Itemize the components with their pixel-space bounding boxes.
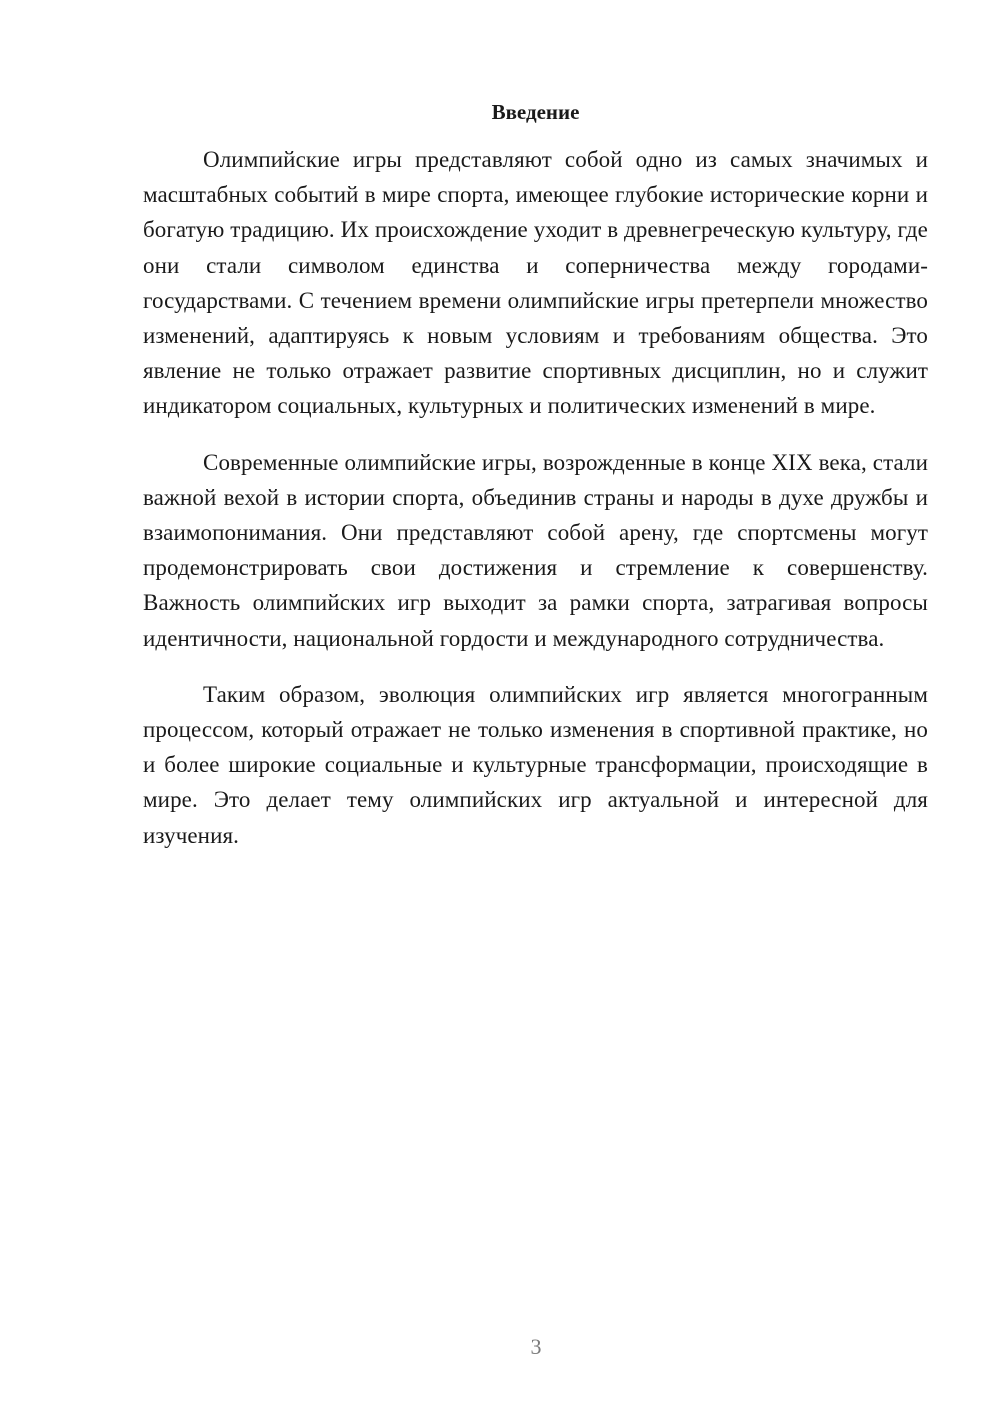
page-number: 3 (530, 1334, 542, 1359)
body-text (143, 142, 928, 874)
paragraph-2: Современные олимпийские игры, возрожденные в конце XIX века, стали важной вехой в истории спорта, объединив страны и народы в духе дружбы и взаимопонимания. Они представляют собой арену, где спортсмены могут продемонстрировать свои достижения и стремление к совершенству. Важность олимпийских игр выходит за рамки спорта, затрагивая вопросы идентичности, национальной гордости и международного сотрудничества. (143, 449, 928, 651)
section-heading: Введение (491, 100, 580, 124)
paragraph-3: Таким образом, эволюция олимпийских игр является многогранным процессом, который отражает не только изменения в спортивной практике, но и более широкие социальные и культурные трансформации, происходящие в мире. Это делает тему олимпийских игр актуальной и интересной для изучения. (143, 681, 928, 848)
paragraph-1: Олимпийские игры представляют собой одно из самых значимых и масштабных событий в мире спорта, имеющее глубокие исторические корни и богатую традицию. Их происхождение уходит в древнегреческую культуру, где они стали символом единства и соперничества между городами-государствами. С течением времени олимпийские игры претерпели множество изменений, адаптируясь к новым условиям и требованиям общества. Это явление не только отражает развитие спортивных дисциплин, но и служит индикатором социальных, культурных и политических изменений в мире. (143, 147, 928, 419)
